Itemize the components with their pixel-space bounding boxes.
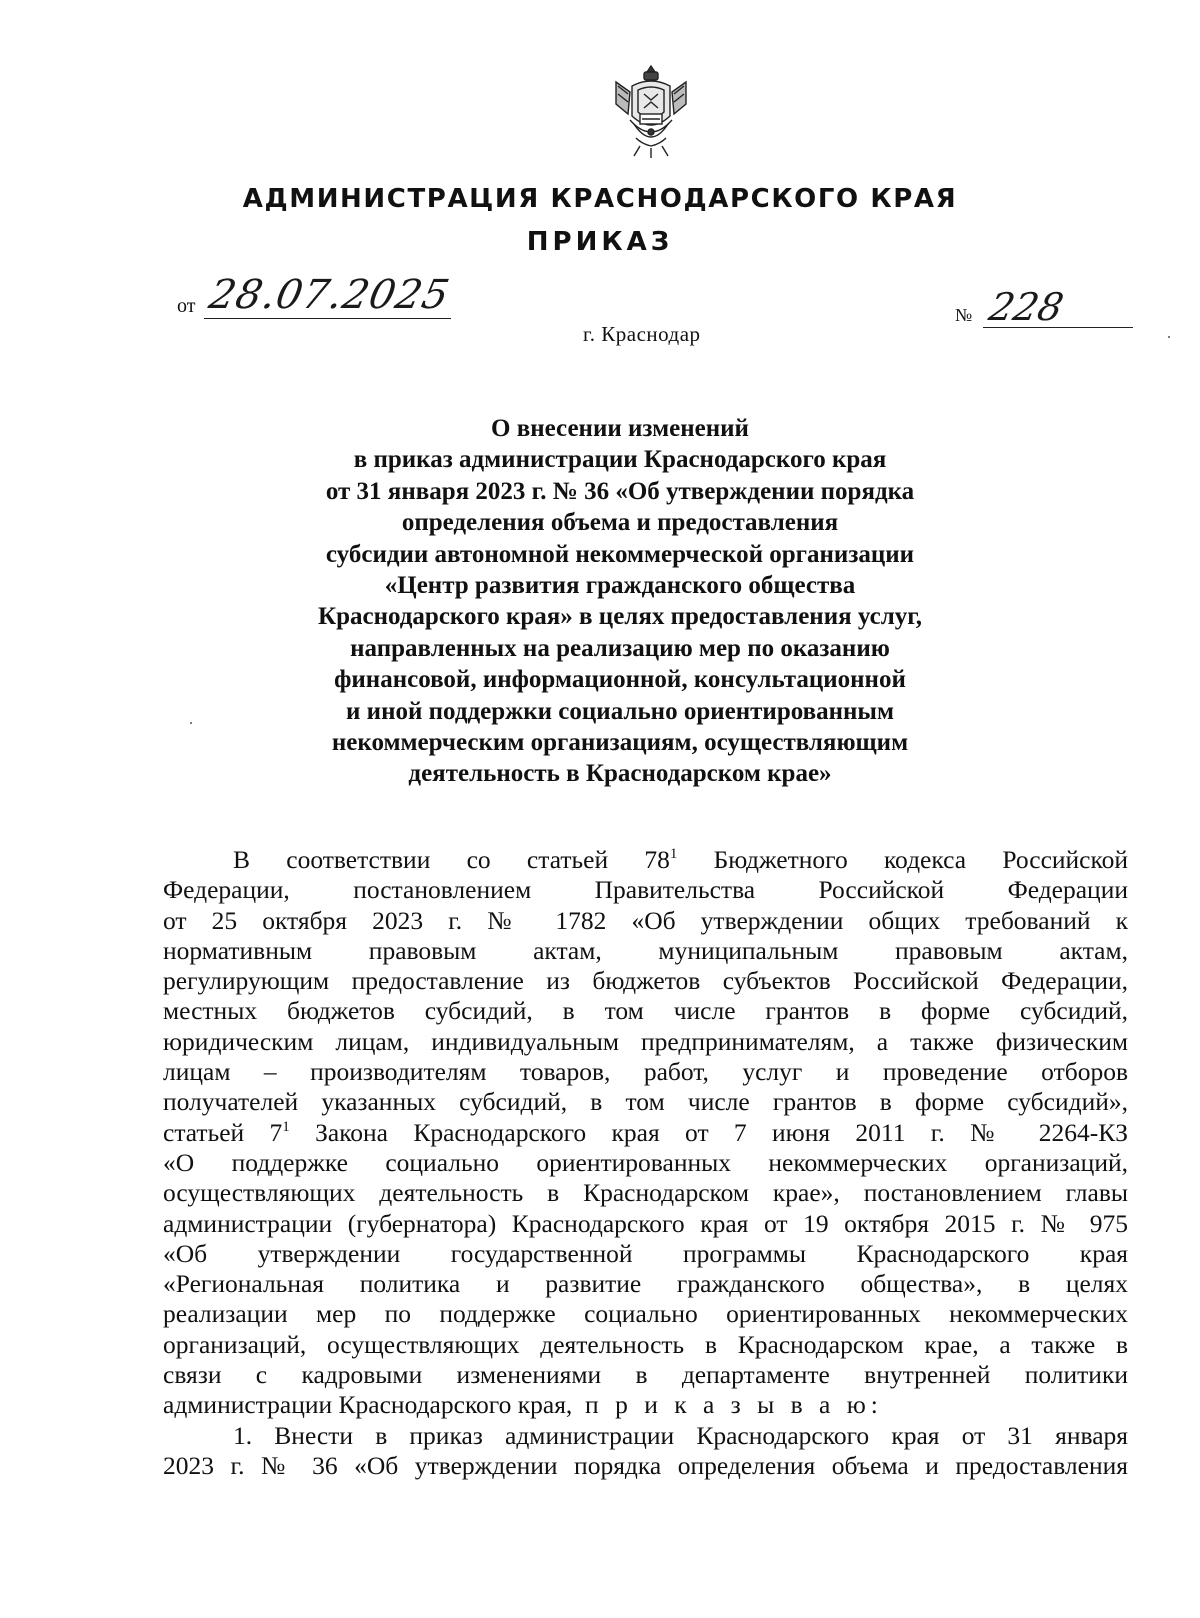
body-line: администрации (губернатора) Краснодарского края от 19 октября 2015 г. № 975: [163, 1208, 1128, 1238]
body-line: 2023 г. № 36 «Об утверждении порядка определения объема и предоставления: [163, 1450, 1128, 1480]
body-line: «О поддержке социально ориентированных некоммерческих организаций,: [163, 1147, 1128, 1177]
title-line: некоммерческим организациям, осуществляющим: [331, 729, 909, 757]
body-line: Федерации, постановлением Правительства Российской Федерации: [163, 875, 1128, 905]
title-line: и иной поддержки социально ориентированным: [346, 697, 894, 725]
text: администрации Краснодарского края,: [163, 1390, 573, 1420]
organization-name: АДМИНИСТРАЦИЯ КРАСНОДАРСКОГО КРАЯ: [242, 184, 958, 214]
document-title: [250, 413, 990, 790]
number-prefix: №: [955, 305, 973, 325]
preamble-paragraph: [163, 845, 1128, 1421]
order-verb: п р и к а з ы в а ю:: [585, 1390, 883, 1420]
text: В соответствии со статьей 78: [233, 845, 670, 874]
title-line: определения объема и предоставления: [401, 509, 839, 537]
body-line: получателей указанных субсидий, в том числе грантов в форме субсидий»,: [163, 1087, 1128, 1117]
body-line: лицам – производителям товаров, работ, услуг и проведение отборов: [163, 1057, 1128, 1087]
text: Бюджетного кодекса Российской: [677, 845, 1128, 874]
title-line: от 31 января 2023 г. № 36 «Об утверждении порядка: [325, 477, 915, 505]
item-1-paragraph: [163, 1421, 1128, 1482]
title-line: деятельность в Краснодарском крае»: [408, 760, 832, 788]
superscript: 1: [669, 846, 678, 862]
body-line: юридическим лицам, индивидуальным предпринимателям, а также физическим: [163, 1026, 1128, 1056]
body-line: [163, 845, 1128, 875]
title-line: Краснодарского края» в целях предоставления услуг,: [317, 603, 923, 631]
date-underline: [204, 318, 451, 319]
body-line: «Региональная политика и развитие гражданского общества», в целях: [163, 1269, 1128, 1299]
document-body: [163, 845, 1128, 1481]
title-line: О внесении изменений: [491, 415, 749, 442]
city: г. Краснодар: [583, 322, 701, 346]
title-line: направленных на реализацию мер по оказанию: [350, 634, 890, 662]
body-line: осуществляющих деятельность в Краснодарском крае», постановлением главы: [163, 1178, 1128, 1208]
title-line: финансовой, информационной, консультационной: [334, 666, 906, 694]
title-line: в приказ администрации Краснодарского края: [353, 446, 887, 474]
scan-speck: [1168, 336, 1170, 338]
coat-of-arms-icon: [610, 64, 692, 160]
body-line: [163, 1118, 1128, 1148]
body-line: от 25 октября 2023 г. № 1782 «Об утверждении общих требований к: [163, 905, 1128, 935]
text: статьей 7: [163, 1117, 283, 1147]
scan-speck: [190, 722, 192, 724]
body-line: 1. Внести в приказ администрации Краснодарского края от 31 января: [233, 1420, 1128, 1450]
body-line: «Об утверждении государственной программы Краснодарского края: [163, 1238, 1128, 1268]
document-type: ПРИКАЗ: [526, 227, 674, 257]
body-line: местных бюджетов субсидий, в том числе грантов в форме субсидий,: [163, 996, 1128, 1026]
handwritten-number: 228: [985, 285, 1068, 329]
title-line: субсидии автономной некоммерческой организации: [325, 540, 915, 568]
date-prefix: от: [177, 295, 196, 317]
title-line: «Центр развития гражданского общества: [384, 572, 856, 600]
body-line: реализации мер по поддержке социально ориентированных некоммерческих: [163, 1299, 1128, 1329]
body-line: нормативным правовым актам, муниципальным правовым актам,: [163, 935, 1128, 965]
body-line: организаций, осуществляющих деятельность в Краснодарском крае, а также в: [163, 1329, 1128, 1359]
superscript: 1: [282, 1118, 290, 1135]
body-line: [163, 1390, 1128, 1420]
handwritten-date: 28.07.2025: [205, 272, 454, 318]
body-line: связи с кадровыми изменениями в департаменте внутренней политики: [163, 1360, 1128, 1390]
body-line: регулирующим предоставление из бюджетов субъектов Российской Федерации,: [163, 966, 1128, 996]
text: Закона Краснодарского края от 7 июня 2011 г. № 2264-КЗ: [289, 1117, 1129, 1147]
